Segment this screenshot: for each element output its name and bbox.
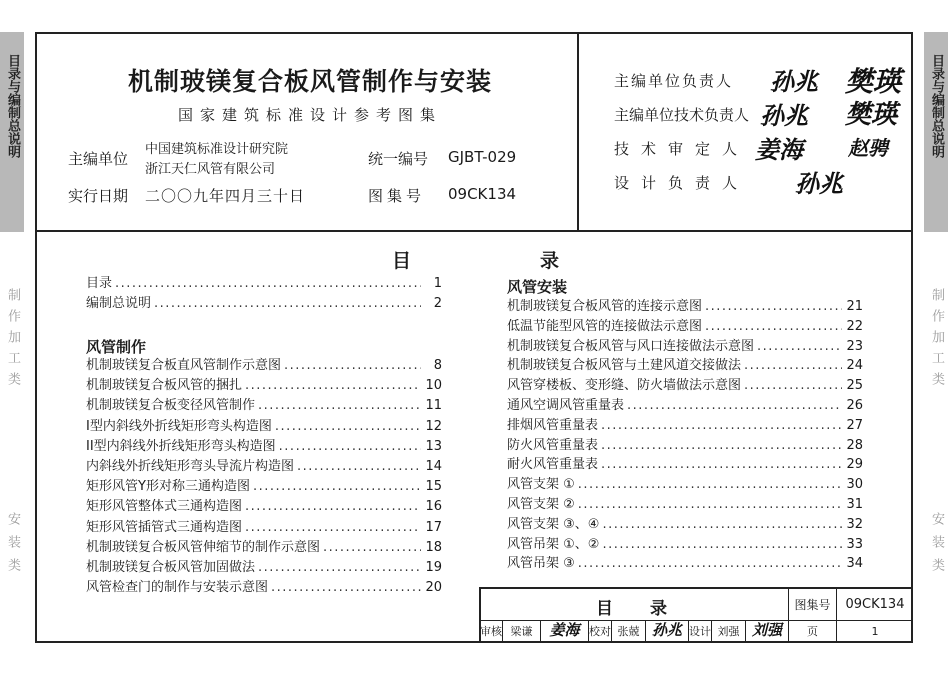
toc-entry-page: 16 bbox=[425, 499, 442, 515]
toc-entry[interactable] bbox=[86, 417, 442, 436]
page-subtitle: 国家建筑标准设计参考图集 bbox=[177, 106, 442, 124]
title-block-review-signature: 姜海 bbox=[549, 621, 580, 639]
toc-leader bbox=[245, 518, 421, 537]
toc-entry-title: I型内斜线外折线矩形弯头构造图 bbox=[86, 418, 272, 434]
toc-leader bbox=[279, 437, 421, 456]
toc-leader bbox=[284, 356, 421, 375]
toc-entry-title: 编制总说明 bbox=[86, 296, 152, 311]
signature-handwritten: 孙兆 bbox=[770, 67, 818, 96]
toc-leader bbox=[601, 455, 842, 474]
signature-handwritten: 姜海 bbox=[755, 135, 803, 164]
toc-entry-title: 矩形风管整体式三通构造图 bbox=[86, 499, 243, 515]
toc-entry-title: 机制玻镁复合板风管伸缩节的制作示意图 bbox=[86, 539, 321, 555]
toc-entry[interactable] bbox=[86, 477, 442, 496]
toc-entry-title: 通风空调风管重量表 bbox=[507, 398, 625, 413]
date-value: 二〇〇九年四月三十日 bbox=[145, 187, 306, 205]
toc-entry-title: 矩形风管Y形对称三通构造图 bbox=[86, 479, 250, 495]
date-label: 实行日期 bbox=[68, 187, 129, 205]
toc-entry[interactable] bbox=[86, 457, 442, 476]
toc-entry-page: 12 bbox=[425, 418, 442, 434]
toc-entry[interactable] bbox=[507, 396, 863, 415]
toc-entry[interactable] bbox=[507, 356, 863, 375]
toc-leader bbox=[245, 497, 421, 516]
title-block-check-label: 校对 bbox=[589, 625, 611, 638]
toc-leader bbox=[271, 578, 421, 597]
signature-role: 主编单位负责人 bbox=[614, 72, 734, 90]
toc-leader bbox=[578, 554, 842, 573]
toc-section-install: 风管安装 bbox=[507, 278, 568, 296]
toc-entry-page: 24 bbox=[846, 358, 863, 374]
toc-entry[interactable] bbox=[507, 455, 863, 474]
code-value: GJBT-029 bbox=[448, 148, 517, 166]
toc-entry-page: 17 bbox=[425, 519, 442, 535]
toc-entry[interactable] bbox=[86, 294, 442, 313]
toc-entry[interactable] bbox=[507, 436, 863, 455]
toc-entry[interactable] bbox=[86, 274, 442, 293]
toc-entry-title: 风管支架 ③、④ bbox=[507, 516, 600, 532]
header-vertical-divider bbox=[577, 32, 579, 232]
side-tab-label: 安装类 bbox=[929, 512, 944, 581]
toc-entry[interactable] bbox=[86, 376, 442, 395]
toc-leader bbox=[297, 457, 421, 476]
toc-entry-page: 18 bbox=[425, 539, 442, 555]
toc-entry-page: 23 bbox=[846, 338, 863, 354]
toc-entry-title: 低温节能型风管的连接做法示意图 bbox=[507, 318, 703, 334]
side-tab-left-install[interactable] bbox=[0, 512, 24, 592]
toc-entry-title: 风管穿楼板、变形缝、防火墙做法示意图 bbox=[507, 378, 742, 394]
toc-leader bbox=[602, 535, 842, 554]
title-block-review-name: 梁谦 bbox=[510, 625, 533, 638]
side-tab-right-make[interactable] bbox=[924, 288, 948, 408]
signature-handwritten: 孙兆 bbox=[760, 101, 808, 130]
toc-leader bbox=[744, 376, 842, 395]
toc-leader bbox=[245, 376, 421, 395]
toc-entry-page: 26 bbox=[846, 398, 863, 413]
toc-leader bbox=[275, 417, 421, 436]
toc-entry-page: 21 bbox=[846, 299, 863, 314]
title-block-design-signature: 刘强 bbox=[751, 621, 782, 639]
toc-entry[interactable] bbox=[507, 554, 863, 573]
toc-entry-title: 矩形风管插管式三通构造图 bbox=[86, 519, 243, 535]
title-block-atlas-value: 09CK134 bbox=[845, 597, 905, 612]
toc-entry-title: 机制玻镁复合板风管与风口连接做法示意图 bbox=[507, 338, 755, 354]
toc-leader bbox=[744, 356, 842, 375]
signature-role: 技术审定人 bbox=[614, 140, 750, 158]
title-block-page-label: 页 bbox=[807, 625, 818, 638]
signature-role: 主编单位技术负责人 bbox=[614, 106, 750, 124]
toc-entry-page: 30 bbox=[846, 477, 863, 493]
side-tab-label: 安装类 bbox=[5, 512, 20, 581]
toc-entry-page: 15 bbox=[425, 479, 442, 495]
toc-entry-title: 机制玻镁复合板风管与土建风道交接做法 bbox=[507, 358, 742, 374]
editor-unit-label: 主编单位 bbox=[68, 150, 129, 168]
title-block-check-name: 张兢 bbox=[617, 625, 640, 638]
toc-heading-left: 目 bbox=[392, 250, 412, 272]
signature-handwritten: 樊瑛 bbox=[845, 65, 902, 98]
toc-entry-page: 25 bbox=[846, 378, 863, 394]
side-tab-label: 制作加工类 bbox=[5, 288, 20, 393]
toc-entry-title: 风管吊架 ①、② bbox=[507, 536, 600, 552]
editor-unit-2: 浙江天仁风管有限公司 bbox=[145, 162, 276, 177]
toc-entry[interactable] bbox=[86, 518, 442, 537]
signature-role: 设计负责人 bbox=[614, 174, 750, 192]
toc-entry-page: 14 bbox=[425, 459, 442, 474]
toc-leader bbox=[627, 396, 842, 415]
signature-handwritten: 赵骋 bbox=[848, 136, 888, 160]
toc-entry-page: 29 bbox=[846, 457, 863, 473]
title-block-design-label: 设计 bbox=[689, 625, 711, 638]
toc-entry-title: 内斜线外折线矩形弯头导流片构造图 bbox=[86, 459, 295, 474]
toc-entry-title: 防火风管重量表 bbox=[507, 437, 599, 453]
toc-entry[interactable] bbox=[507, 475, 863, 494]
toc-entry-page: 1 bbox=[433, 276, 442, 291]
toc-entry-title: 机制玻镁复合板风管的捆扎 bbox=[86, 378, 243, 394]
toc-entry[interactable] bbox=[507, 337, 863, 356]
toc-entry-title: 目录 bbox=[86, 276, 113, 291]
toc-entry[interactable] bbox=[507, 495, 863, 514]
side-tab-label: 目录与编制总说明 bbox=[929, 54, 944, 158]
toc-leader bbox=[705, 317, 842, 336]
toc-entry-title: II型内斜线外折线矩形弯头构造图 bbox=[86, 438, 276, 454]
toc-entry-title: 耐火风管重量表 bbox=[507, 457, 599, 473]
side-tab-right-install[interactable] bbox=[924, 512, 948, 592]
toc-entry-page: 20 bbox=[425, 580, 442, 596]
title-block-review-label: 审核 bbox=[480, 625, 502, 638]
toc-entry-page: 13 bbox=[425, 438, 442, 454]
toc-entry[interactable] bbox=[86, 497, 442, 516]
toc-leader bbox=[154, 294, 421, 313]
side-tab-left-make[interactable] bbox=[0, 288, 24, 408]
toc-entry-page: 19 bbox=[425, 560, 442, 575]
signature-handwritten: 孙兆 bbox=[795, 169, 843, 198]
toc-entry-title: 风管吊架 ③ bbox=[507, 556, 575, 572]
toc-entry-page: 27 bbox=[846, 417, 863, 433]
toc-entry-page: 22 bbox=[846, 318, 863, 334]
side-tab-left-catalog[interactable] bbox=[0, 32, 24, 232]
toc-entry-page: 10 bbox=[425, 378, 442, 394]
side-tab-right-catalog[interactable] bbox=[924, 32, 948, 232]
title-block-name-left: 目 bbox=[596, 599, 613, 619]
toc-entry-page: 32 bbox=[846, 516, 863, 532]
toc-entry[interactable] bbox=[86, 356, 442, 375]
toc-entry-title: 风管检查门的制作与安装示意图 bbox=[86, 580, 269, 596]
toc-entry-title: 机制玻镁复合板风管加固做法 bbox=[86, 560, 256, 575]
toc-entry-page: 31 bbox=[846, 497, 863, 512]
toc-entry[interactable] bbox=[86, 538, 442, 557]
toc-entry[interactable] bbox=[507, 515, 863, 534]
toc-leader bbox=[601, 436, 842, 455]
toc-entry[interactable] bbox=[507, 297, 863, 316]
toc-leader bbox=[578, 475, 842, 494]
toc-leader bbox=[602, 515, 842, 534]
toc-entry-page: 2 bbox=[433, 296, 442, 311]
header-divider bbox=[35, 230, 913, 232]
toc-entry-title: 风管支架 ② bbox=[507, 497, 575, 512]
title-block-check-signature: 孙兆 bbox=[651, 621, 682, 639]
title-block-design-name: 刘强 bbox=[717, 625, 740, 638]
toc-section-make: 风管制作 bbox=[86, 338, 147, 356]
atlas-value: 09CK134 bbox=[448, 185, 517, 203]
title-block-atlas-label: 图集号 bbox=[794, 598, 831, 612]
toc-entry-title: 机制玻镁复合板风管的连接示意图 bbox=[507, 299, 703, 314]
toc-entry[interactable] bbox=[507, 416, 863, 435]
toc-entry-page: 28 bbox=[846, 437, 863, 453]
toc-entry[interactable] bbox=[507, 376, 863, 395]
code-label: 统一编号 bbox=[368, 150, 429, 168]
editor-unit-1: 中国建筑标准设计研究院 bbox=[145, 142, 289, 157]
toc-entry-title: 排烟风管重量表 bbox=[507, 417, 599, 433]
toc-entry-page: 34 bbox=[846, 556, 863, 572]
toc-leader bbox=[601, 416, 842, 435]
toc-entry[interactable] bbox=[86, 396, 442, 415]
title-block-page-value: 1 bbox=[871, 625, 879, 638]
atlas-label: 图集号 bbox=[368, 187, 426, 205]
toc-leader bbox=[258, 396, 421, 415]
toc-entry[interactable] bbox=[86, 578, 442, 597]
side-tab-label: 制作加工类 bbox=[929, 288, 944, 393]
toc-entry-page: 33 bbox=[846, 536, 863, 552]
toc-leader bbox=[323, 538, 421, 557]
toc-entry-page: 8 bbox=[433, 358, 442, 373]
title-block-name-right: 录 bbox=[650, 599, 667, 619]
toc-leader bbox=[757, 337, 842, 356]
toc-entry-title: 风管支架 ① bbox=[507, 477, 575, 493]
side-tab-label: 目录与编制总说明 bbox=[5, 54, 20, 158]
toc-leader bbox=[253, 477, 421, 496]
toc-entry[interactable] bbox=[86, 558, 442, 577]
signature-handwritten: 樊瑛 bbox=[845, 100, 898, 130]
toc-entry[interactable] bbox=[507, 535, 863, 554]
toc-entry-page: 11 bbox=[425, 398, 442, 414]
toc-leader bbox=[578, 495, 842, 514]
toc-entry-title: 机制玻镁复合板变径风管制作 bbox=[86, 398, 256, 414]
toc-leader bbox=[115, 274, 421, 293]
toc-leader bbox=[705, 297, 842, 316]
toc-leader bbox=[258, 558, 421, 577]
toc-entry[interactable] bbox=[86, 437, 442, 456]
page-title: 机制玻镁复合板风管制作与安装 bbox=[127, 67, 492, 96]
toc-entry-title: 机制玻镁复合板直风管制作示意图 bbox=[86, 358, 282, 373]
toc-heading-right: 录 bbox=[540, 250, 560, 272]
toc-entry[interactable] bbox=[507, 317, 863, 336]
